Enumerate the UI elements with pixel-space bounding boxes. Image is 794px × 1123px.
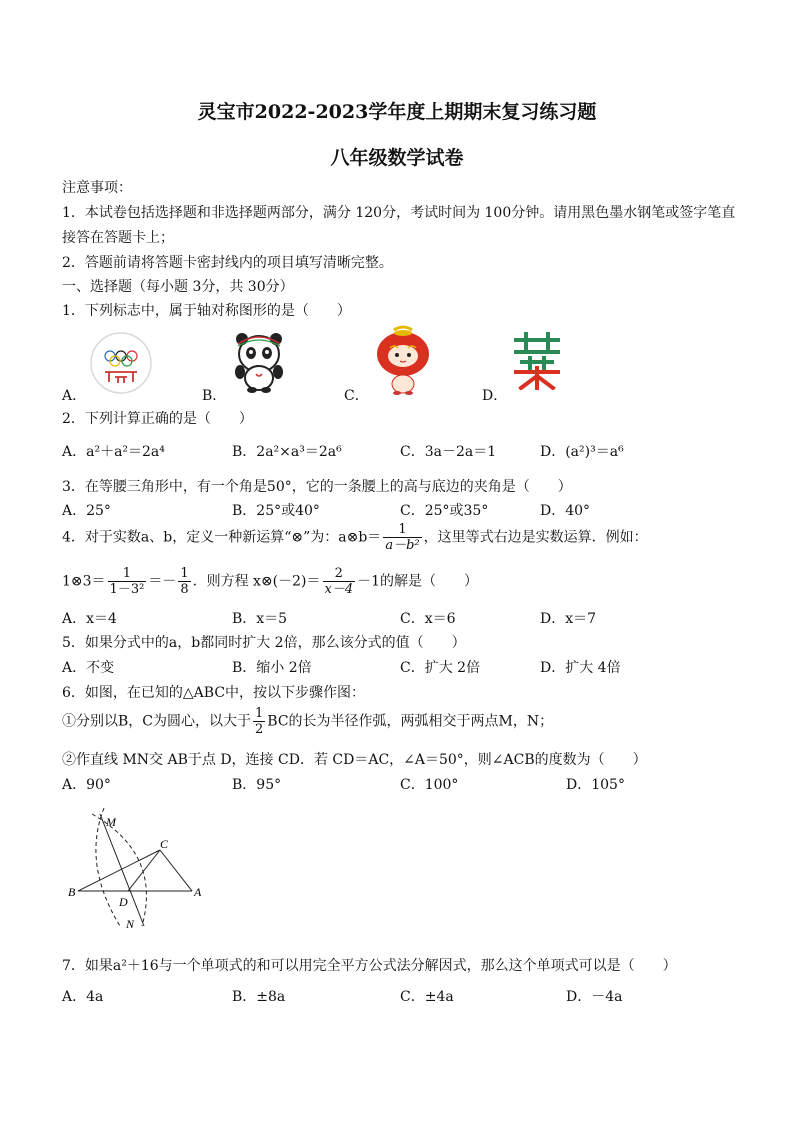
q5-option-d[interactable]: D．扩大 4倍 [540, 660, 621, 676]
q4-line2-part3: ．则方程 x⊗(－2)＝ [192, 573, 321, 590]
q6-half-fraction [253, 706, 265, 737]
q2-option-c[interactable]: C．3a－2a＝1 [400, 444, 497, 460]
q1-option-a[interactable]: A． [62, 388, 87, 404]
q5-option-c[interactable]: C．扩大 2倍 [400, 660, 481, 676]
q3-option-c[interactable]: C．25°或35° [400, 503, 489, 519]
q7-option-a[interactable]: A．4a [62, 989, 104, 1005]
q5-option-a[interactable]: A．不变 [62, 660, 115, 676]
label-c: C [160, 837, 169, 851]
q6-option-d[interactable]: D．105° [566, 777, 625, 793]
label-m: M [106, 815, 116, 829]
q6-option-c[interactable]: C．100° [400, 777, 459, 793]
q5-option-b[interactable]: B．缩小 2倍 [232, 660, 312, 676]
notes-item1-line1: 1．本试卷包括选择题和非选择题两部分，满分 120分，考试时间为 100分钟。请用黑色墨水钢笔或签字笔直 [62, 205, 736, 221]
q4-line2-part2: ＝－ [148, 573, 177, 590]
q3-option-d[interactable]: D．40° [540, 503, 591, 519]
q4-line2-part1: 1⊗3＝ [62, 573, 106, 590]
section1-heading: 一、选择题（每小题 3分，共 30分） [62, 279, 294, 295]
q4-definition-denominator: a－b² [385, 538, 420, 553]
q4-example-numerator: 1 [108, 566, 147, 582]
q4-line2-part4: －1的解是（ ） [357, 573, 479, 590]
label-n: N [126, 917, 135, 931]
q4-stem-part1: 4．对于实数a、b，定义一种新运算“⊗”为：a⊗b＝ [62, 529, 382, 546]
q4-equation-denominator: x－4 [324, 582, 354, 597]
side-bc [78, 850, 160, 891]
q4-example-denominator: 1－3² [109, 582, 145, 597]
label-d: D [119, 895, 128, 909]
q4-result-fraction [178, 566, 190, 597]
q4-option-c[interactable]: C．x＝6 [400, 611, 456, 627]
notes-item2: 2．答题前请将答题卡密封线内的项目填写清晰完整。 [62, 255, 393, 271]
q6-option-b[interactable]: B．95° [232, 777, 282, 793]
q4-result-numerator: 1 [180, 566, 189, 581]
q4-equation-numerator: 2 [323, 566, 356, 582]
q7-option-d[interactable]: D．－4a [566, 989, 623, 1005]
q7-option-c[interactable]: C．±4a [400, 989, 454, 1005]
notes-item1-line2: 接答在答题卡上； [62, 230, 174, 246]
notes-heading: 注意事项： [62, 180, 132, 196]
q4-equation-fraction [323, 566, 356, 597]
q4-option-d[interactable]: D．x＝7 [540, 611, 597, 627]
segment-cd [128, 850, 160, 891]
q6-step2: ②作直线 MN交 AB于点 D，连接 CD．若 CD＝AC，∠A＝50°，则∠ACB的度数为（ ） [62, 752, 647, 768]
q6-stem: 6．如图，在已知的△ABC中，按以下步骤作图： [62, 685, 366, 701]
q6-step1 [62, 706, 553, 737]
page-title: 灵宝市2022-2023学年度上期期末复习练习题 [197, 101, 597, 123]
q3-option-a[interactable]: A．25° [62, 503, 111, 519]
q6-half-denominator: 2 [255, 722, 264, 737]
q2-option-b[interactable]: B．2a²×a³＝2a⁶ [232, 444, 342, 460]
green-red-emblem-icon [512, 332, 562, 390]
q4-example-fraction [108, 566, 147, 597]
q7-stem: 7．如果a²＋16与一个单项式的和可以用完全平方公式法分解因式，那么这个单项式可以是（ ） [62, 958, 677, 974]
q6-geometry-figure [62, 804, 212, 934]
q2-stem: 2．下列计算正确的是（ ） [62, 411, 253, 427]
olympic-rings-logo-icon [88, 330, 154, 396]
q4-option-b[interactable]: B．x＝5 [232, 611, 288, 627]
q6-step1-part1: ①分别以B，C为圆心，以大于 [62, 713, 251, 730]
q3-stem: 3．在等腰三角形中，有一个角是50°，它的一条腰上的高与底边的夹角是（ ） [62, 479, 572, 495]
page-subtitle: 八年级数学试卷 [330, 147, 464, 169]
q1-option-c[interactable]: C． [344, 388, 369, 404]
q4-definition-fraction [383, 522, 421, 553]
q3-option-b[interactable]: B．25°或40° [232, 503, 320, 519]
q1-option-d[interactable]: D． [482, 388, 508, 404]
q1-stem: 1．下列标志中，属于轴对称图形的是（ ） [62, 303, 351, 319]
q2-option-d[interactable]: D．(a²)³＝a⁶ [540, 444, 624, 460]
q4-definition-numerator: 1 [383, 522, 421, 538]
q4-stem-part2: ，这里等式右边是实数运算．例如： [423, 529, 648, 546]
q4-option-a[interactable]: A．x＝4 [62, 611, 117, 627]
line-mn [100, 814, 144, 926]
q1-option-b[interactable]: B． [202, 388, 227, 404]
lantern-mascot-icon [372, 324, 434, 396]
q4-result-denominator: 8 [180, 582, 189, 597]
q6-option-a[interactable]: A．90° [62, 777, 111, 793]
q2-option-a[interactable]: A．a²＋a²＝2a⁴ [62, 444, 165, 460]
side-ca [160, 850, 192, 891]
label-a: A [194, 885, 202, 899]
q5-stem: 5．如果分式中的a，b都同时扩大 2倍，那么该分式的值（ ） [62, 635, 466, 651]
label-b: B [68, 885, 76, 899]
q6-step1-part2: BC的长为半径作弧，两弧相交于两点M，N； [267, 713, 554, 730]
q7-option-b[interactable]: B．±8a [232, 989, 286, 1005]
panda-mascot-icon [230, 332, 288, 394]
q4-stem-line2 [62, 566, 478, 597]
q6-half-numerator: 1 [255, 706, 264, 721]
q4-stem-line1 [62, 522, 648, 553]
